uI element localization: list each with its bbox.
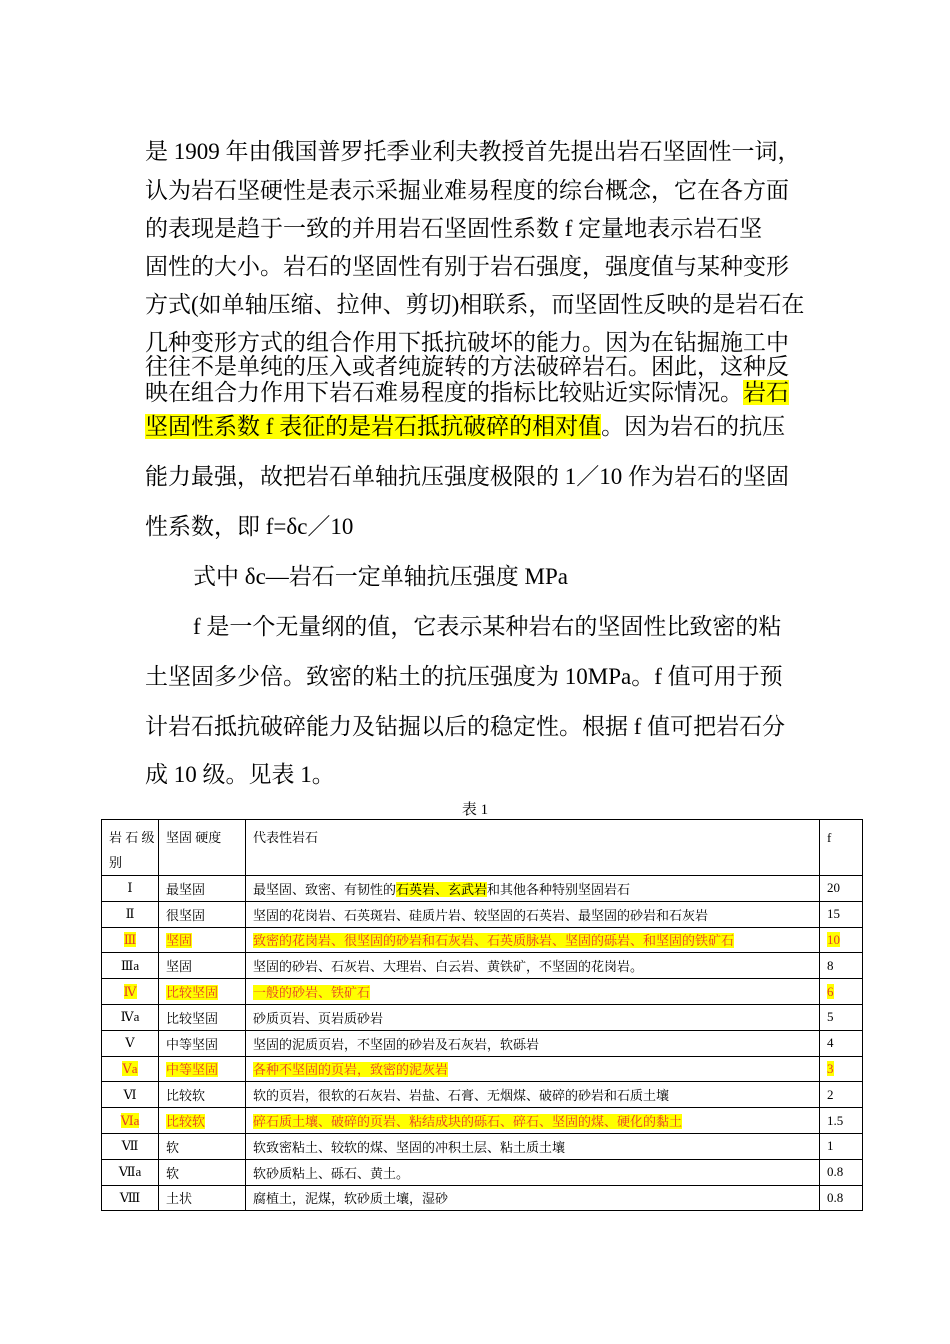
rock-text: 和其他各种特别坚固岩石	[487, 881, 631, 897]
paragraph-line	[145, 290, 804, 320]
cell-f-text: 20	[827, 880, 840, 896]
table-row	[102, 1056, 863, 1082]
highlighted-text: 岩石	[743, 380, 789, 405]
cell-f	[820, 1082, 863, 1108]
paragraph-text: 是 1909 年由俄国普罗托季业利夫教授首先提出岩石坚固性一词，	[145, 139, 801, 164]
paragraph-text: 方式(如单轴压缩、拉伸、剪切)相联系，而坚固性反映的是岩石在	[145, 292, 805, 317]
cell-f	[820, 1108, 863, 1134]
cell-f-text: 0.8	[827, 1164, 844, 1180]
paragraph-text: 性系数，即 f=δc／10	[145, 514, 354, 539]
paragraph-line	[145, 176, 789, 206]
highlighted-rock-text: 各种不坚固的页岩，致密的泥灰岩	[253, 1062, 449, 1078]
paragraph-text: 土坚固多少倍。致密的粘土的抗压强度为 10MPa。f 值可用于预	[145, 664, 783, 689]
table-row	[102, 901, 863, 927]
cell-hardness-text: 中等坚固	[166, 1036, 219, 1052]
cell-f	[820, 1159, 863, 1185]
highlighted-rock-text: 石英岩、玄武岩	[396, 881, 488, 897]
table-caption: 表 1	[461, 802, 489, 818]
cell-grade-text: Ⅰ	[127, 880, 133, 896]
cell-hardness	[159, 1030, 246, 1056]
cell-hardness-text: 软	[166, 1165, 180, 1181]
cell-f	[820, 953, 863, 979]
table-row	[102, 1133, 863, 1159]
table-row	[102, 1185, 863, 1211]
cell-grade	[102, 1108, 159, 1134]
cell-grade-text: Ⅲa	[120, 957, 140, 973]
cell-hardness-text: 坚固	[166, 933, 193, 949]
cell-f-text: 6	[827, 983, 834, 999]
cell-hardness	[159, 876, 246, 902]
paragraph-line	[193, 612, 781, 642]
table-row	[102, 1082, 863, 1108]
cell-rocks	[246, 979, 820, 1005]
rock-text: 软的页岩，很软的石灰岩、岩盐、石膏、无烟煤、破碎的砂岩和石质土壤	[253, 1088, 670, 1104]
cell-grade	[102, 1030, 159, 1056]
cell-grade	[102, 1056, 159, 1082]
cell-rocks	[246, 901, 820, 927]
cell-grade-text: Ⅳ	[123, 983, 137, 999]
paragraph-text: 能力最强，故把岩石单轴抗压强度极限的 1／10 作为岩石的坚固	[145, 464, 789, 489]
cell-hardness	[159, 1056, 246, 1082]
highlighted-text: 坚固性系数 f 表征的是岩石抵抗破碎的相对值	[145, 414, 602, 439]
cell-f-text: 8	[827, 957, 834, 973]
table-row	[102, 953, 863, 979]
header-rocks: 代表性岩石	[246, 820, 820, 876]
cell-grade	[102, 901, 159, 927]
cell-hardness-text: 中等坚固	[166, 1062, 219, 1078]
cell-hardness-text: 软	[166, 1139, 180, 1155]
cell-grade-text: Ⅱ	[125, 906, 135, 922]
table-row	[102, 1159, 863, 1185]
cell-grade-text: Ⅵ	[123, 1086, 137, 1102]
rock-text: 软砂质粘上、砾石、黄土。	[253, 1165, 410, 1181]
rock-text: 坚固的砂岩、石灰岩、大理岩、白云岩、黄铁矿，不坚固的花岗岩。	[253, 959, 644, 975]
cell-hardness-text: 最坚固	[166, 881, 206, 897]
cell-rocks	[246, 1056, 820, 1082]
cell-hardness	[159, 1185, 246, 1211]
cell-grade-text: Ⅴa	[122, 1060, 138, 1076]
cell-grade-text: Ⅷ	[119, 1189, 141, 1205]
cell-f-text: 1.5	[827, 1112, 844, 1128]
cell-rocks	[246, 1082, 820, 1108]
cell-f-text: 0.8	[827, 1189, 844, 1205]
paragraph-text: 计岩石抵抗破碎能力及钻掘以后的稳定性。根据 f 值可把岩石分	[145, 714, 786, 739]
cell-grade	[102, 1185, 159, 1211]
cell-grade-text: Ⅶa	[118, 1164, 142, 1180]
header-f: f	[820, 820, 863, 876]
paragraph-line	[193, 562, 568, 592]
paragraph-line	[145, 712, 785, 742]
cell-f	[820, 1004, 863, 1030]
cell-f-text: 5	[827, 1009, 834, 1025]
cell-grade-text: Ⅶ	[121, 1138, 139, 1154]
paragraph-line	[145, 378, 789, 408]
cell-rocks	[246, 953, 820, 979]
cell-rocks	[246, 1159, 820, 1185]
cell-hardness	[159, 901, 246, 927]
paragraph-line	[145, 137, 801, 167]
table-header-row	[102, 820, 863, 876]
cell-grade	[102, 927, 159, 953]
paragraph-line	[145, 760, 335, 790]
cell-grade-text: Ⅲ	[123, 931, 137, 947]
cell-f	[820, 1133, 863, 1159]
paragraph-text: 几种变形方式的组合作用下抵抗破坏的能力。因为在钻掘施工中	[145, 330, 789, 355]
cell-rocks	[246, 876, 820, 902]
highlighted-rock-text: 碎石质土壤、破碎的页岩、粘结成块的砾石、碎石、坚固的煤、硬化的黏土	[253, 1114, 683, 1130]
table-row	[102, 927, 863, 953]
cell-f	[820, 1185, 863, 1211]
cell-hardness	[159, 1004, 246, 1030]
cell-grade	[102, 1082, 159, 1108]
rock-hardness-table	[101, 819, 863, 1211]
table-row	[102, 1108, 863, 1134]
cell-grade	[102, 1159, 159, 1185]
cell-hardness	[159, 1159, 246, 1185]
cell-hardness-text: 比较坚固	[166, 1010, 219, 1026]
cell-hardness	[159, 927, 246, 953]
rock-text: 软致密粘土、较软的煤、坚固的冲积土层、粘土质土壤	[253, 1139, 566, 1155]
cell-hardness-text: 比较软	[166, 1114, 206, 1130]
cell-grade	[102, 979, 159, 1005]
paragraph-text: 成 10 级。见表 1。	[145, 762, 335, 787]
cell-f	[820, 901, 863, 927]
header-hardness: 坚固 硬度	[159, 820, 246, 876]
paragraph-text: 映在组合力作用下岩石难易程度的指标比较贴近实际情况。	[145, 380, 743, 405]
cell-f-text: 15	[827, 906, 840, 922]
rock-text: 腐植土，泥煤，软砂质土壤，湿砂	[253, 1191, 449, 1207]
cell-rocks	[246, 1004, 820, 1030]
paragraph-text: f 是一个无量纲的值，它表示某种岩右的坚固性比致密的粘	[193, 614, 782, 639]
table-row	[102, 979, 863, 1005]
rock-text: 坚固的花岗岩、石英斑岩、硅质片岩、较坚固的石英岩、最坚固的砂岩和石灰岩	[253, 907, 709, 923]
header-grade: 岩 石 级别	[102, 820, 159, 876]
cell-hardness-text: 比较软	[166, 1088, 206, 1104]
table-row	[102, 1030, 863, 1056]
highlighted-rock-text: 一般的砂岩、铁矿石	[253, 985, 371, 1001]
paragraph-line	[145, 512, 353, 542]
rock-text: 坚固的泥质页岩，不坚固的砂岩及石灰岩，软砾岩	[253, 1036, 540, 1052]
cell-hardness-text: 比较坚固	[166, 985, 219, 1001]
cell-rocks	[246, 1108, 820, 1134]
paragraph-text: 认为岩石坚硬性是表示采掘业难易程度的综台概念，它在各方面	[145, 178, 789, 203]
cell-rocks	[246, 1185, 820, 1211]
rock-text: 最坚固、致密、有韧性的	[253, 881, 397, 897]
paragraph-text: 。因为岩石的抗压	[601, 414, 786, 439]
paragraph-text: 式中 δc—岩石一定单轴抗压强度 MPa	[193, 564, 568, 589]
paragraph-line	[145, 462, 789, 492]
rock-text: 砂质页岩、页岩质砂岩	[253, 1010, 384, 1026]
paragraph-text: 往往不是单纯的压入或者纯旋转的方法破碎岩石。困此，这种反	[145, 354, 789, 379]
table-row	[102, 876, 863, 902]
cell-f-text: 4	[827, 1035, 834, 1051]
cell-f-text: 2	[827, 1086, 834, 1102]
cell-f-text: 3	[827, 1060, 834, 1076]
paragraph-line	[145, 412, 785, 442]
cell-grade	[102, 1133, 159, 1159]
cell-f	[820, 979, 863, 1005]
cell-f	[820, 927, 863, 953]
cell-hardness	[159, 1082, 246, 1108]
cell-hardness	[159, 979, 246, 1005]
cell-rocks	[246, 1030, 820, 1056]
table-row	[102, 1004, 863, 1030]
paragraph-line	[145, 214, 762, 244]
cell-rocks	[246, 1133, 820, 1159]
cell-hardness-text: 土状	[166, 1191, 193, 1207]
cell-f	[820, 1030, 863, 1056]
paragraph-line	[145, 252, 789, 282]
cell-f-text: 1	[827, 1138, 834, 1154]
cell-grade-text: Ⅵa	[120, 1112, 140, 1128]
cell-hardness-text: 很坚固	[166, 907, 206, 923]
cell-hardness	[159, 953, 246, 979]
cell-hardness-text: 坚固	[166, 959, 193, 975]
cell-hardness	[159, 1108, 246, 1134]
highlighted-rock-text: 致密的花岗岩、很坚固的砂岩和石灰岩、石英质脉岩、坚固的砾岩、和坚固的铁矿石	[253, 933, 735, 949]
cell-rocks	[246, 927, 820, 953]
cell-grade-text: Ⅳa	[120, 1009, 140, 1025]
cell-f	[820, 876, 863, 902]
cell-f-text: 10	[827, 931, 840, 947]
cell-grade	[102, 1004, 159, 1030]
cell-grade	[102, 953, 159, 979]
paragraph-text: 固性的大小。岩石的坚固性有别于岩石强度，强度值与某种变形	[145, 254, 789, 279]
cell-hardness	[159, 1133, 246, 1159]
cell-f	[820, 1056, 863, 1082]
cell-grade-text: Ⅴ	[125, 1035, 135, 1051]
cell-grade	[102, 876, 159, 902]
paragraph-text: 的表现是趋于一致的并用岩石坚固性系数 f 定量地表示岩石坚	[145, 216, 763, 241]
paragraph-line	[145, 662, 783, 692]
